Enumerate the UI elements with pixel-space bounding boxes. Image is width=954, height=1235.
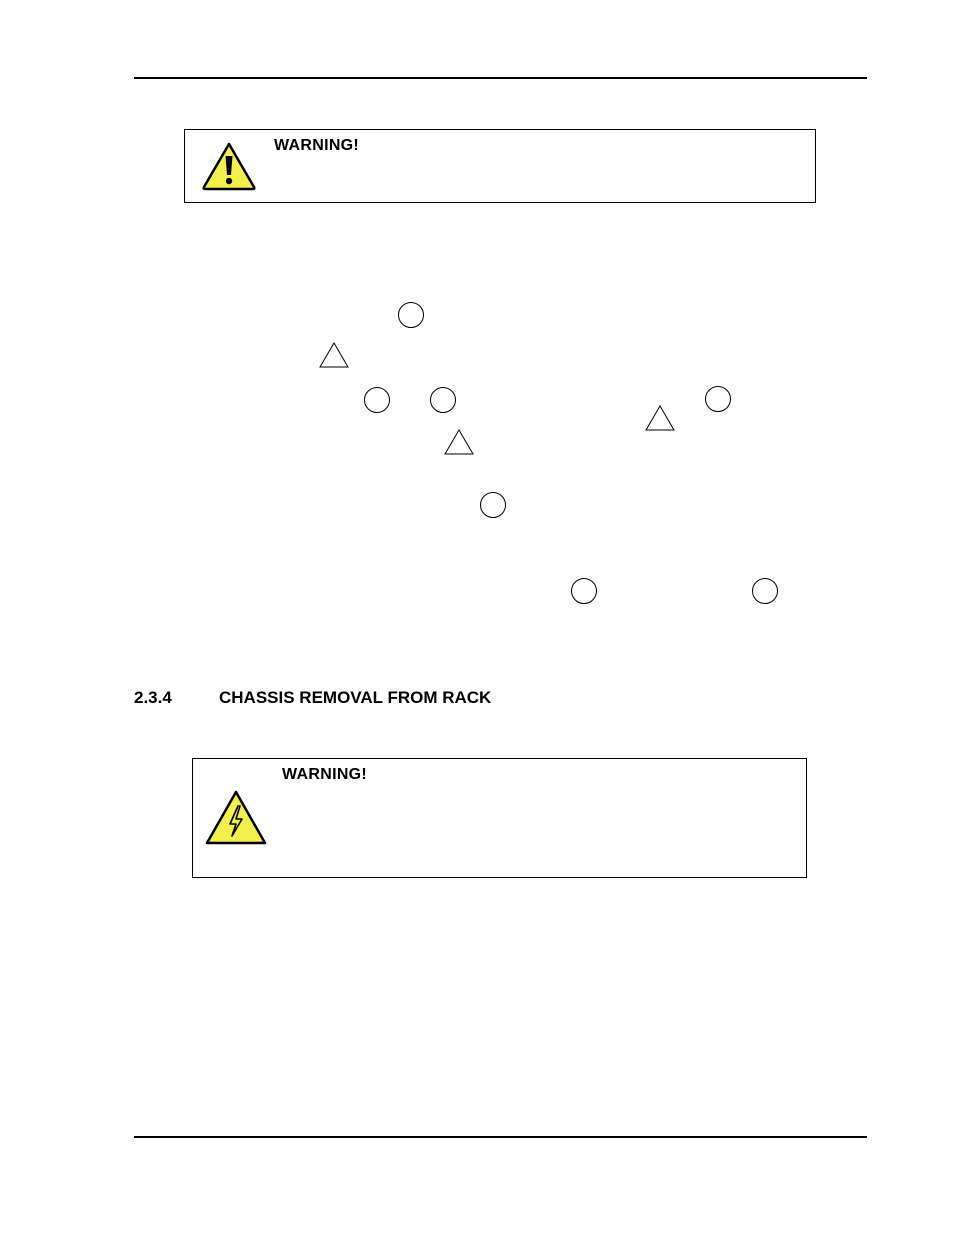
warning-title: WARNING! — [274, 137, 360, 154]
callout-circle — [364, 387, 390, 413]
callout-circle — [398, 302, 424, 328]
warning-box-caution — [184, 129, 816, 203]
section-title: CHASSIS REMOVAL FROM RACK — [219, 688, 492, 707]
header-rule — [134, 77, 867, 79]
section-number: 2.3.4 — [134, 688, 172, 707]
section-heading — [134, 688, 491, 708]
callout-circle — [480, 492, 506, 518]
callout-triangle — [645, 405, 675, 431]
callout-circle — [705, 386, 731, 412]
warning-box-electrical — [192, 758, 807, 878]
callout-circle — [752, 578, 778, 604]
callout-circle — [430, 387, 456, 413]
high-voltage-warning-icon — [204, 789, 268, 847]
callout-triangle — [444, 429, 474, 455]
warning-title: WARNING! — [282, 766, 368, 783]
exclamation-warning-icon — [201, 141, 257, 191]
callout-triangle — [319, 342, 349, 368]
footer-rule — [134, 1136, 867, 1138]
callout-circle — [571, 578, 597, 604]
